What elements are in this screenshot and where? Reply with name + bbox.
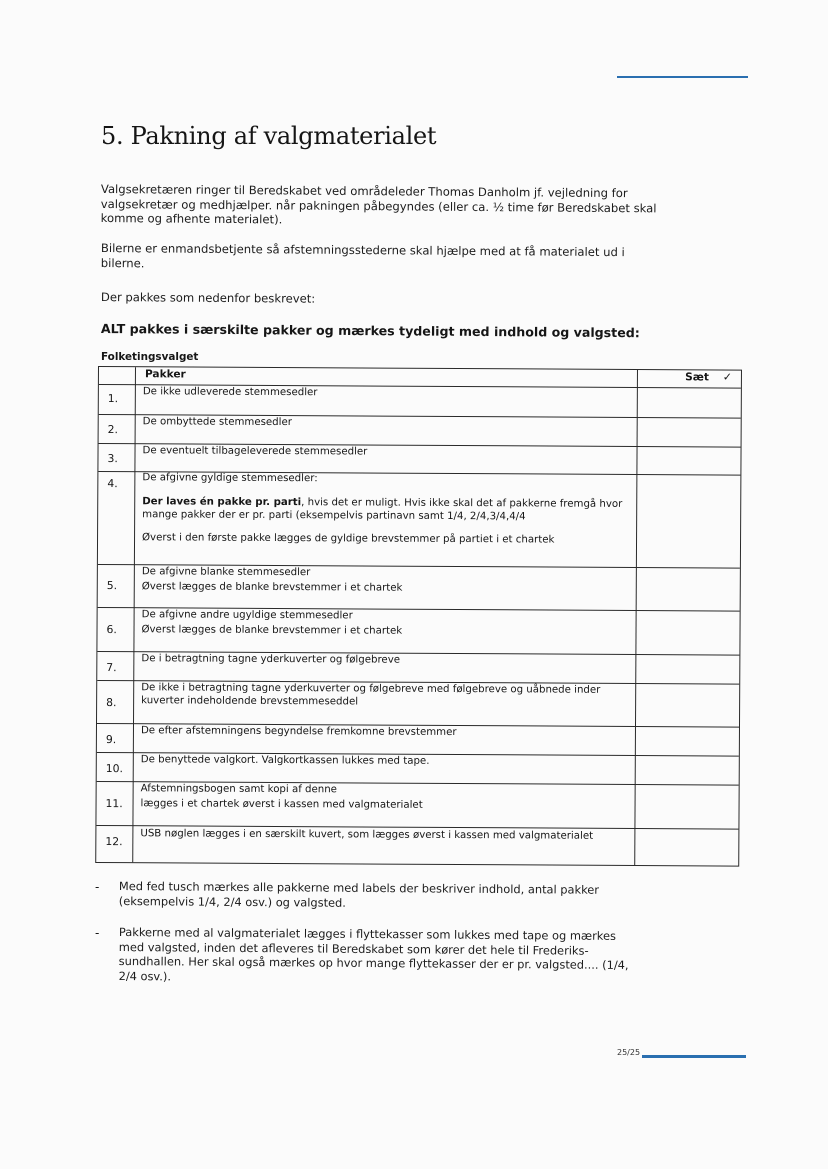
row-description: De efter afstemningens begyndelse fremkomne brevstemmer: [140, 725, 457, 739]
row-line: De afgivne blanke stemmesedler: [141, 566, 311, 579]
checkmark-icon: ✓: [722, 370, 732, 384]
row-number: 11.: [105, 797, 123, 811]
table-row: [97, 680, 739, 728]
row-line: Øverst i den første pakke lægges de gyldige brevstemmer på partiet i et chartek: [142, 532, 555, 546]
header-rule: [617, 76, 748, 78]
row-description: De ikke udleverede stemmesedler: [142, 386, 318, 399]
row-number: 3.: [107, 452, 118, 466]
election-subheading: Folketingsvalget: [101, 351, 199, 363]
packing-instruction-heading: ALT pakkes i særskilte pakker og mærkes tydeligt med indhold og valgsted:: [100, 321, 640, 341]
row-number: 4.: [107, 477, 118, 491]
table-row: [99, 384, 741, 419]
row-number: 5.: [106, 579, 118, 593]
row-description: De ikke i betragtning tagne yderkuverter og følgebreve med følgebreve og uåbnede inder kuverter indeholdende brevstemmeseddel: [141, 682, 601, 708]
row-line: lægges i et chartek øverst i kassen med valgmaterialet: [140, 798, 423, 811]
column-header-pakker: Pakker: [144, 368, 186, 381]
bullet-dash: -: [95, 926, 100, 940]
table-row: [98, 471, 741, 569]
row-number: 8.: [106, 696, 117, 710]
section-title: 5. Pakning af valgmaterialet: [101, 122, 437, 150]
row-number: 12.: [105, 835, 123, 849]
row-line: De afgivne andre ugyldige stemmesedler: [141, 609, 353, 622]
row-number: 2.: [107, 423, 118, 437]
intro-paragraph-3: Der pakkes som nedenfor beskrevet:: [100, 290, 316, 306]
row-text: , hvis det er muligt. Hvis ikke skal det af pakkerne fremgå hvor mange pakker der er pr. parti (eksempelvis partinavn samt 1/4, 2/4,3/4,4/4: [142, 497, 623, 523]
row-description: [141, 608, 633, 639]
emphasis-text: Der laves én pakke pr. parti: [142, 496, 302, 509]
row-description: De ombyttede stemmesedler: [142, 416, 292, 429]
row-line: Afstemningsbogen samt kopi af denne: [140, 783, 337, 796]
intro-paragraph-1: Valgsekretæren ringer til Beredskabet ved områdeleder Thomas Danholm jf. vejledning for valgsekretær og medhjælper. når pakningen påbegyndes (eller ca. ½ time før Beredskabet skal komme og afhente materialet).: [100, 182, 657, 227]
row-number: 1.: [107, 392, 119, 406]
table-row: [96, 781, 738, 830]
row-description: De i betragtning tagne yderkuverter og følgebreve: [141, 653, 401, 666]
page-number: 25/25: [617, 1048, 641, 1057]
intro-paragraph-2: Bilerne er enmandsbetjente så afstemningsstederne skal hjælpe med at få materialet ud i bilerne.: [100, 241, 625, 270]
row-description: De eventuelt tilbageleverede stemmesedler: [142, 445, 368, 458]
row-number: 10.: [105, 762, 123, 776]
footer-rule: [642, 1055, 746, 1058]
bullet-item: Pakkerne med al valgmaterialet lægges i flyttekasser som lukkes med tape og mærkes med valgsted, inden det afleveres til Beredskabet som kører det hele til Frederiks-sundhallen. Her skal også mærkes op hvor mange flyttekasser der er pr. valgsted.... (1/4, 2/4 osv.).: [118, 925, 629, 984]
row-description: [142, 471, 634, 547]
row-number: 6.: [106, 623, 117, 637]
table-row: [96, 825, 738, 865]
row-description: USB nøglen lægges i en særskilt kuvert, som lægges øverst i kassen med valgmaterialet: [140, 828, 594, 842]
bullet-dash: -: [95, 880, 100, 894]
row-number: 9.: [105, 733, 117, 747]
row-description: De benyttede valgkort. Valgkortkassen lukkes med tape.: [140, 754, 430, 767]
table-row: [97, 607, 739, 656]
bullet-item: Med fed tusch mærkes alle pakkerne med labels der beskriver indhold, antal pakker (eksempelvis 1/4, 2/4 osv.) og valgsted.: [118, 879, 600, 910]
row-line: Øverst lægges de blanke brevstemmer i et chartek: [141, 581, 403, 594]
row-line-rich: [142, 495, 634, 524]
row-description: [141, 782, 633, 813]
row-number: 7.: [106, 661, 117, 675]
row-line: De afgivne gyldige stemmesedler:: [142, 472, 318, 485]
column-header-saet: Sæt: [685, 371, 709, 384]
packing-table: [95, 366, 742, 867]
row-line: Øverst lægges de blanke brevstemmer i et chartek: [141, 624, 403, 637]
table-row: [98, 564, 740, 612]
row-description: [142, 565, 634, 596]
